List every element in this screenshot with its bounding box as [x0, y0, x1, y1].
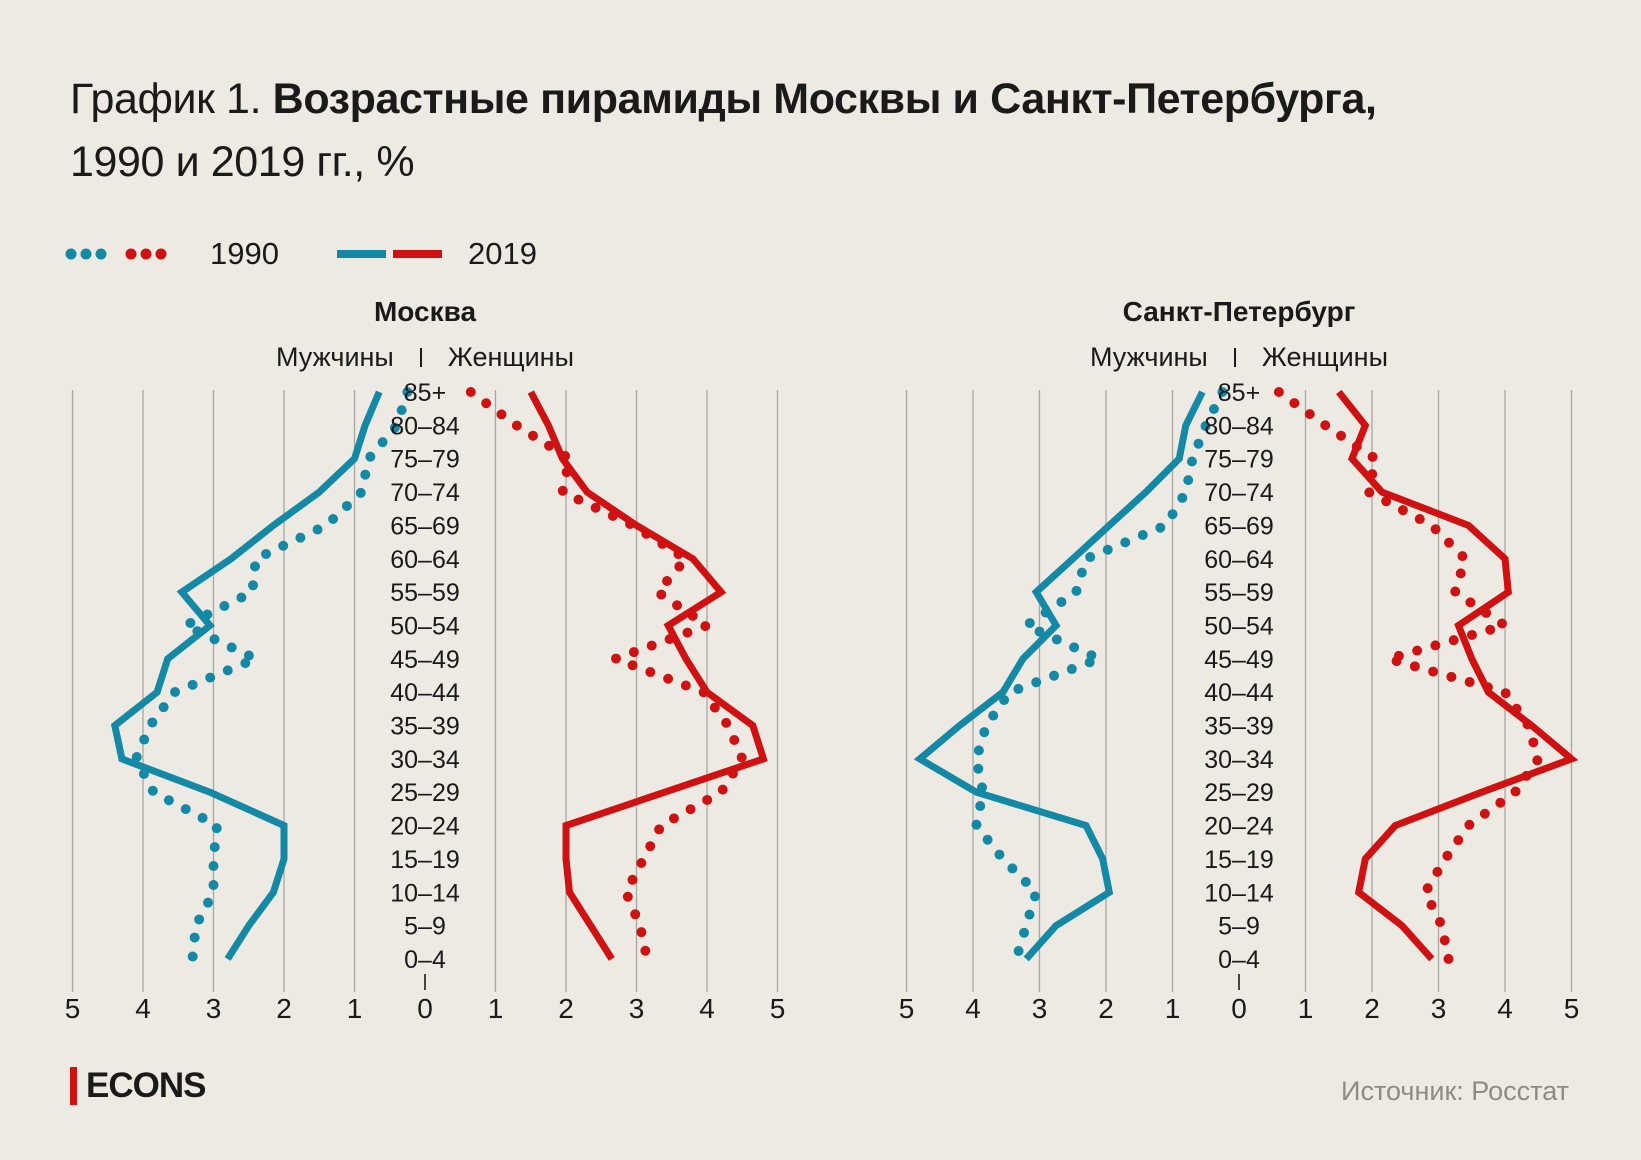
panel-title-spb: Санкт-Петербург	[1122, 296, 1356, 327]
page-title-line2: 1990 и 2019 гг., %	[70, 138, 415, 186]
axis-tick-label: 2	[1098, 993, 1114, 1024]
axis-tick-label: 4	[699, 993, 715, 1024]
age-group-label: 20–24	[390, 812, 460, 841]
age-group-label: 50–54	[390, 612, 460, 641]
page-title-bold: Возрастные пирамиды Москвы и Санкт-Петербурга,	[272, 75, 1377, 123]
age-group-label: 45–49	[390, 645, 460, 674]
age-group-label: 65–69	[1204, 512, 1274, 541]
men-2019-line	[115, 392, 379, 959]
legend-2019-label: 2019	[467, 236, 537, 271]
age-group-label: 25–29	[390, 779, 460, 808]
axis-tick-label: 1	[346, 993, 363, 1024]
age-group-label: 55–59	[390, 579, 460, 608]
age-group-label: 10–14	[1204, 879, 1274, 908]
axis-tick-label: 3	[205, 993, 222, 1024]
age-group-label: 80–84	[390, 412, 460, 441]
age-group-label: 75–79	[1204, 445, 1274, 474]
logo-bar-icon	[70, 1067, 77, 1105]
age-group-label: 30–34	[390, 745, 460, 774]
age-group-label: 85+	[403, 379, 447, 407]
age-group-label: 60–64	[390, 545, 460, 574]
axis-tick-label: 5	[64, 993, 81, 1024]
age-group-label: 15–19	[390, 845, 460, 874]
logo-text: ECONS	[86, 1066, 206, 1105]
age-group-label: 35–39	[1204, 712, 1274, 741]
source-note: Источник: Росстат	[1341, 1076, 1569, 1106]
axis-tick-label: 0	[417, 993, 433, 1024]
age-group-label: 20–24	[1204, 812, 1274, 841]
age-group-label: 45–49	[1204, 645, 1274, 674]
axis-tick-label: 2	[558, 993, 574, 1024]
men-2019-line	[920, 392, 1203, 959]
axis-tick-label: 4	[135, 993, 151, 1024]
axis-tick-label: 2	[276, 993, 292, 1024]
age-group-label: 75–79	[390, 445, 460, 474]
women-label: Женщины	[447, 342, 574, 372]
age-group-label: 60–64	[1204, 545, 1274, 574]
age-group-label: 50–54	[1204, 612, 1274, 641]
econs-logo	[70, 1066, 205, 1106]
axis-tick-label: 3	[628, 993, 645, 1024]
panel-title-moscow: Москва	[373, 296, 477, 327]
women-1990-line	[471, 392, 743, 959]
age-group-label: 70–74	[390, 479, 460, 508]
age-group-label: 85+	[1217, 379, 1261, 407]
axis-tick-label: 3	[1031, 993, 1048, 1024]
page-title-prefix: График 1.	[70, 75, 273, 123]
age-group-label: 55–59	[1204, 579, 1274, 608]
age-group-label: 40–44	[390, 679, 460, 708]
age-group-label: 65–69	[390, 512, 460, 541]
age-group-label: 5–9	[404, 912, 446, 941]
age-group-label: 35–39	[390, 712, 460, 741]
axis-tick-label: 1	[1164, 993, 1181, 1024]
legend-1990-label: 1990	[210, 236, 279, 271]
axis-tick-label: 1	[1297, 993, 1314, 1024]
axis-tick-label: 4	[1497, 993, 1513, 1024]
age-group-label: 10–14	[390, 879, 460, 908]
axis-tick-label: 4	[965, 993, 981, 1024]
axis-tick-label: 5	[769, 993, 786, 1024]
women-1990-line	[1279, 392, 1538, 959]
age-group-label: 0–4	[404, 945, 446, 974]
age-group-label: 80–84	[1204, 412, 1274, 441]
men-1990-line	[136, 392, 407, 959]
age-group-label: 5–9	[1218, 912, 1260, 941]
age-group-label: 30–34	[1204, 745, 1274, 774]
age-group-label: 25–29	[1204, 779, 1274, 808]
axis-tick-label: 5	[1563, 993, 1580, 1024]
axis-tick-label: 3	[1430, 993, 1447, 1024]
men-label: Мужчины	[1090, 342, 1208, 372]
axis-tick-label: 1	[487, 993, 504, 1024]
women-label: Женщины	[1261, 342, 1388, 372]
axis-tick-label: 5	[898, 993, 915, 1024]
age-group-label: 15–19	[1204, 845, 1274, 874]
men-label: Мужчины	[276, 342, 394, 372]
axis-tick-label: 0	[1231, 993, 1247, 1024]
axis-tick-label: 2	[1364, 993, 1380, 1024]
age-group-label: 70–74	[1204, 479, 1274, 508]
age-group-label: 40–44	[1204, 679, 1274, 708]
age-group-label: 0–4	[1218, 945, 1260, 974]
